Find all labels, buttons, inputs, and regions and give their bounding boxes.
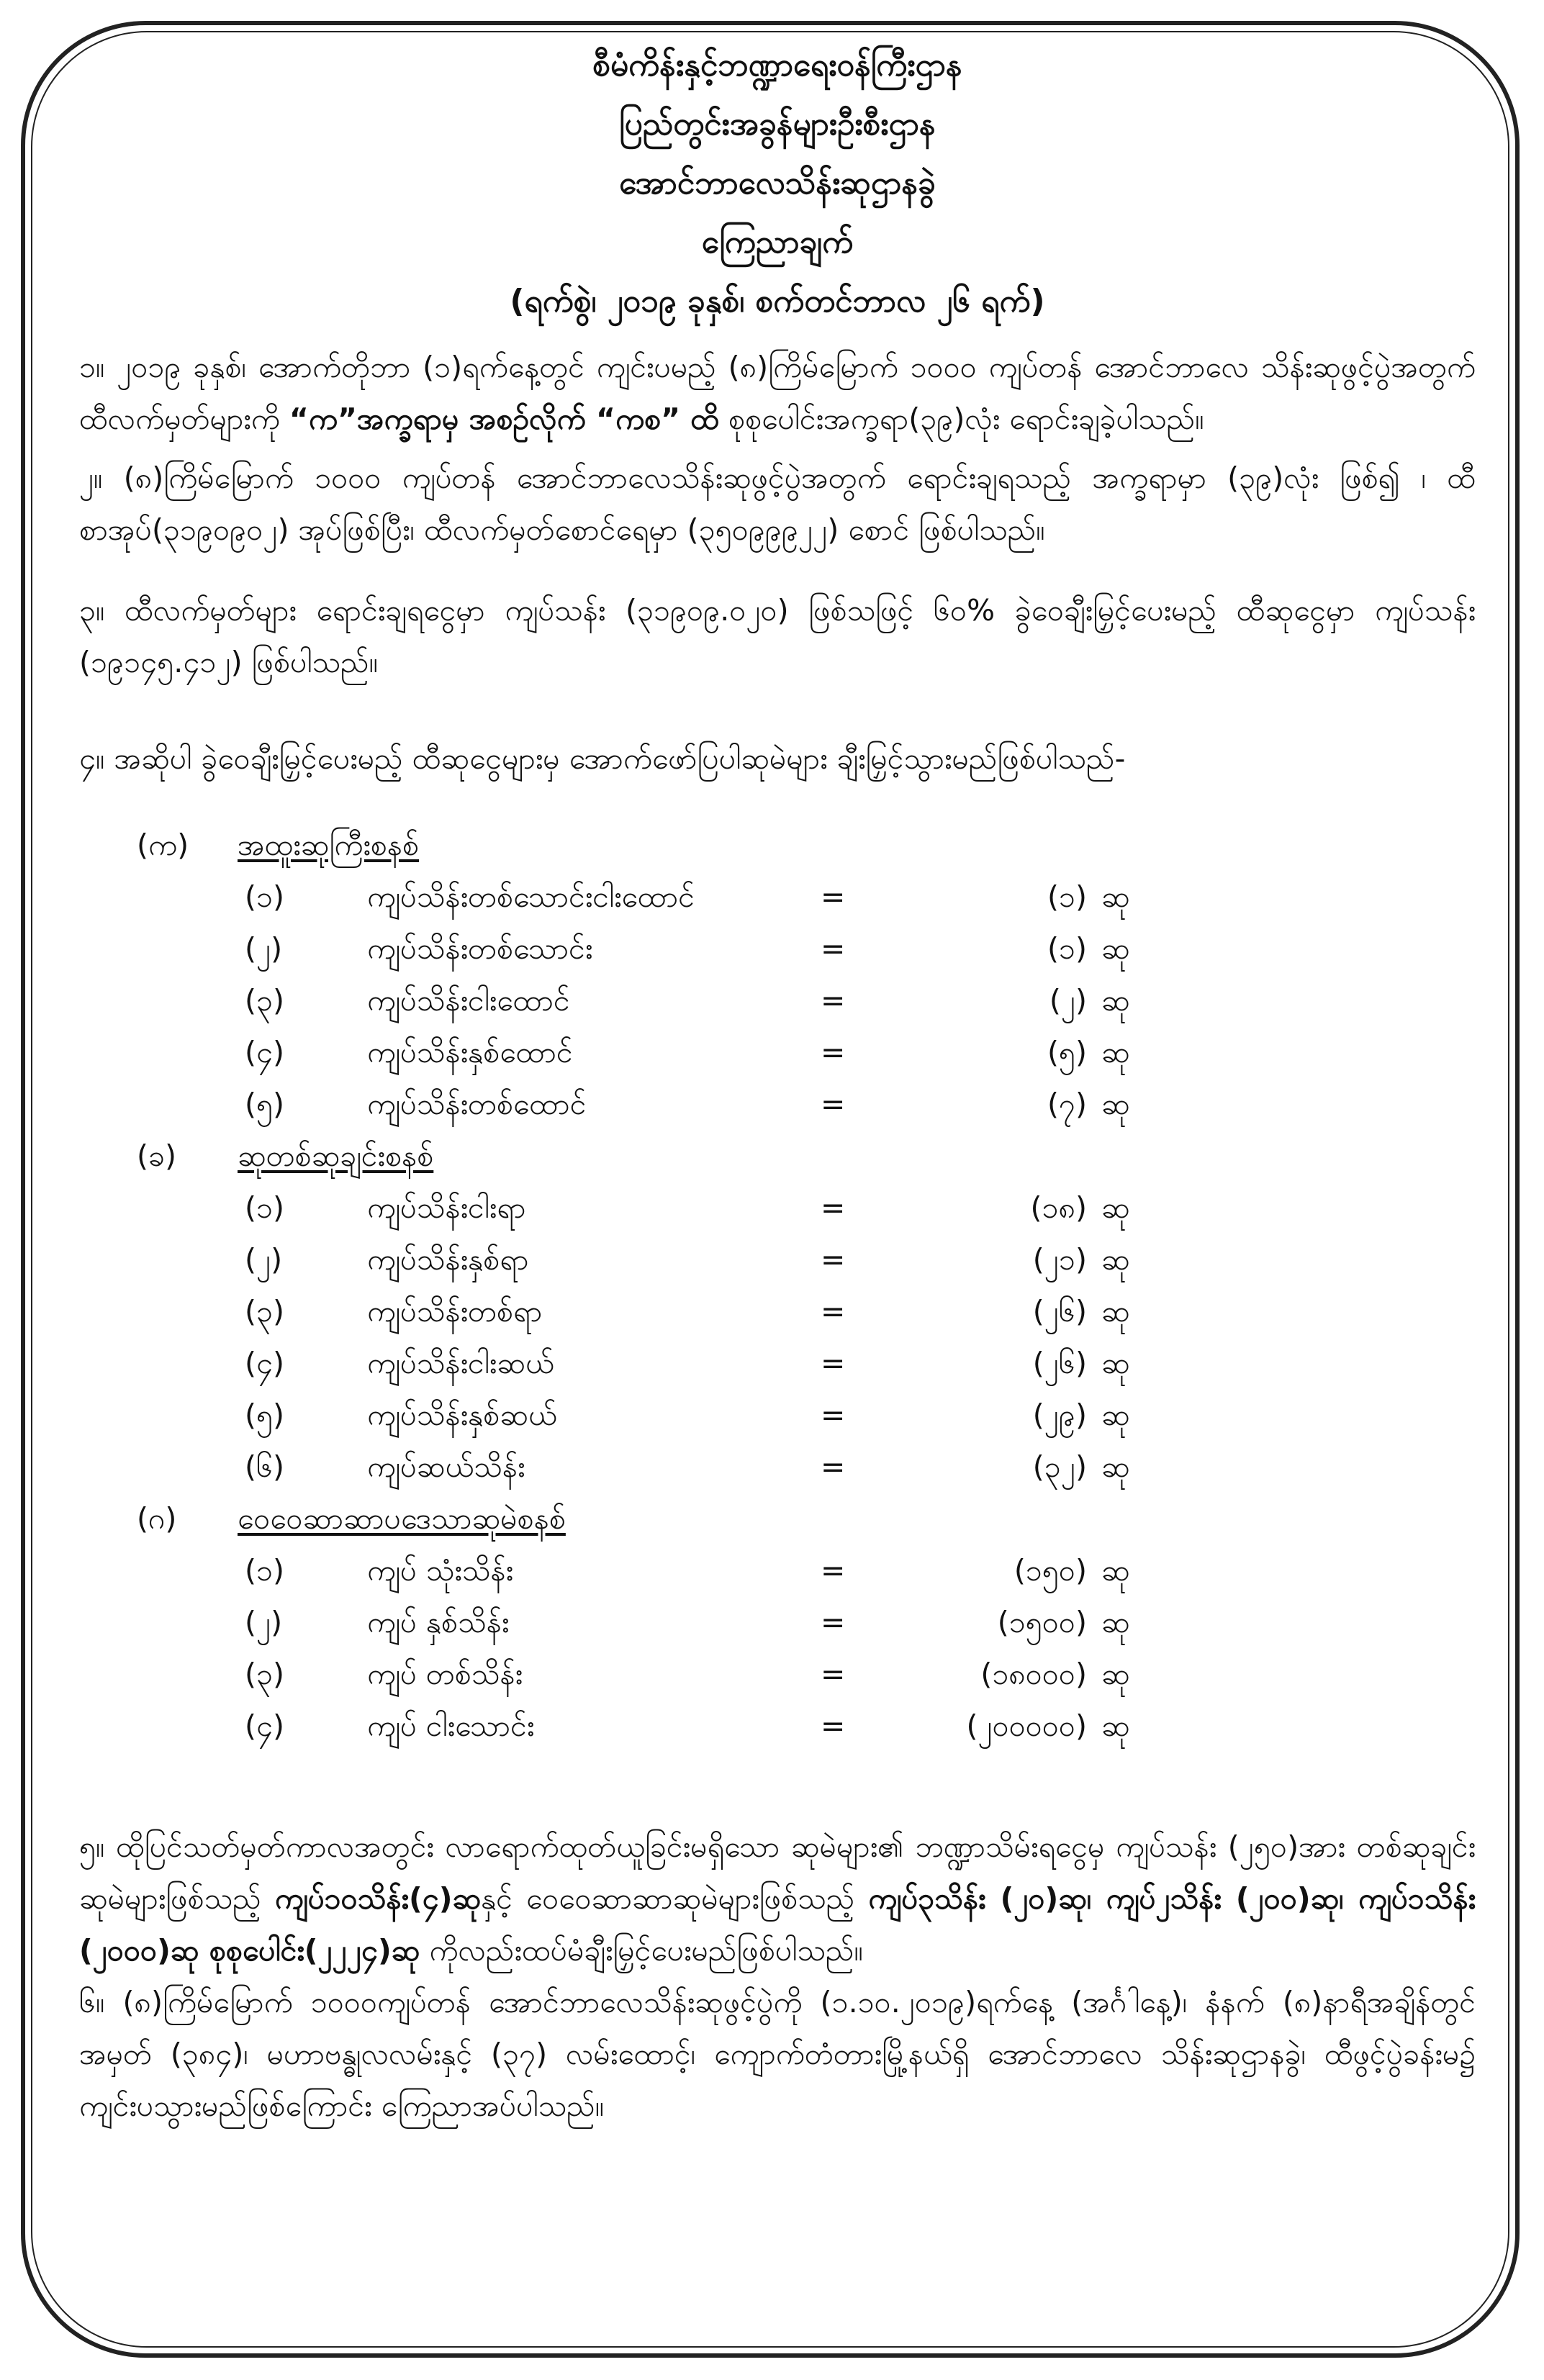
announcement-date: (ရက်စွဲ၊ ၂၀၁၉ ခုနှစ်၊ စက်တင်ဘာလ ၂၆ ရက်) [510,283,1045,320]
prize-section-title: အထူးဆုကြီးစနစ် [238,828,420,862]
paragraph-1: ၁။ ၂၀၁၉ ခုနှစ်၊ အောက်တိုဘာ (၁)ရက်နေ့တွင် ကျင်းပမည့် (၈)ကြိမ်မြောက် ၁၀၀၀ ကျပ်တန် အောင်ဘာလေ သိန်းဆုဖွင့်ပွဲအတွက် ထီလက်မှတ်များကို “က”အက္ခရာမှ အစဉ်လိုက် “ကစ” ထိ စုစုပေါင်းအက္ခရာ(၃၉)လုံး ရောင်းချခဲ့ပါသည်။ [79,350,1476,436]
prize-row: (၆) ကျပ်ဆယ်သိန်း = (၃၂) ဆု [245,1449,1130,1484]
paragraph-6: ၆။ (၈)ကြိမ်မြောက် ၁၀၀၀ကျပ်တန် အောင်ဘာလေသိန်းဆုဖွင့်ပွဲကို (၁.၁၀.၂၀၁၉)ရက်နေ့ (အင်္ဂါနေ့)၊ နံနက် (၈)နာရီအချိန်တွင် အမှတ် (၃၈၄)၊ မဟာဗန္ဓုလလမ်းနှင့် (၃၇) လမ်းထောင့်၊ ကျောက်တံတားမြို့နယ်ရှိ အောင်ဘာလေ သိန်းဆုဌာနခွဲ၊ ထီဖွင့်ပွဲခန်းမ၌ ကျင်းပသွားမည်ဖြစ်ကြောင်း ကြေညာအပ်ပါသည်။ [79,1985,1476,2123]
announcement-content [79,36,1476,2132]
announcement-title: ကြေညာချက် [701,224,854,261]
prize-row: (၁) ကျပ်သိန်းငါးရာ = (၁၈) ဆု [245,1190,1130,1225]
prize-row: (၁) ကျပ် သုံးသိန်း = (၁၅၀) ဆု [245,1553,1130,1588]
prize-section-a: (က) အထူးဆုကြီးစနစ် [79,819,1476,871]
prize-row: (၅) ကျပ်သိန်းနှစ်ဆယ် = (၂၉) ဆု [245,1398,1130,1432]
prize-row: (၂) ကျပ် နှစ်သိန်း = (၁၅၀၀) ဆု [245,1605,1130,1639]
paragraph-2: ၂။ (၈)ကြိမ်မြောက် ၁၀၀၀ ကျပ်တန် အောင်ဘာလေသိန်းဆုဖွင့်ပွဲအတွက် ရောင်းချရသည့် အက္ခရာမှာ (၃၉)လုံး ဖြစ်၍ ၊ ထီစာအုပ်(၃၁၉၀၉၀၂) အုပ်ဖြစ်ပြီး၊ ထီလက်မှတ်စောင်ရေမှာ (၃၅၀၉၉၉၂၂) စောင် ဖြစ်ပါသည်။ [79,461,1476,547]
prize-row: (၃) ကျပ် တစ်သိန်း = (၁၈၀၀၀) ဆု [245,1657,1130,1691]
prize-section-c: (ဂ) ဝေဝေဆာဆာပဒေသာဆုမဲစနစ် [79,1493,1476,1544]
prize-row: (၄) ကျပ် ငါးသောင်း = (၂၀၀၀၀၀) ဆု [245,1709,1130,1743]
prize-row: (၅) ကျပ်သိန်းတစ်ထောင် = (၇) ဆု [245,1087,1130,1121]
prize-section-title: ဝေဝေဆာဆာပဒေသာဆုမဲစနစ် [238,1501,566,1536]
prize-row: (၄) ကျပ်သိန်းငါးဆယ် = (၂၆) ဆု [245,1346,1130,1380]
prize-row: (၃) ကျပ်သိန်းငါးထောင် = (၂) ဆု [245,983,1130,1018]
prize-section-b: (ခ) ဆုတစ်ဆုချင်းစနစ် [79,1130,1476,1182]
prize-list [79,819,1476,1752]
branch-name: အောင်ဘာလေသိန်းဆုဌာနခွဲ [619,165,936,202]
prize-row: (၃) ကျပ်သိန်းတစ်ရာ = (၂၆) ဆု [245,1294,1130,1329]
prize-row: (၄) ကျပ်သိန်းနှစ်ထောင် = (၅) ဆု [245,1035,1130,1069]
paragraph-5: ၅။ ထိုပြင်သတ်မှတ်ကာလအတွင်း လာရောက်ထုတ်ယူခြင်းမရှိသော ဆုမဲများ၏ ဘဏ္ဍာသိမ်းရငွေမှ ကျပ်သန်း (၂၅၀)အား တစ်ဆုချင်းဆုမဲများဖြစ်သည့် ကျပ်၁၀သိန်း(၄)ဆုနှင့် ဝေဝေဆာဆာဆုမဲများဖြစ်သည့် ကျပ်၃သိန်း (၂၀)ဆု၊ ကျပ်၂သိန်း (၂၀၀)ဆု၊ ကျပ်၁သိန်း (၂၀၀၀)ဆု စုစုပေါင်း(၂၂၂၄)ဆု ကိုလည်းထပ်မံချီးမြှင့်ပေးမည်ဖြစ်ပါသည်။ [79,1829,1476,1968]
department-name: ပြည်တွင်းအခွန်များဦးစီးဌာန [619,106,936,142]
ministry-name: စီမံကိန်းနှင့်ဘဏ္ဍာရေးဝန်ကြီးဌာန [592,47,962,83]
paragraph-4: ၄။ အဆိုပါ ခွဲဝေချီးမြှင့်ပေးမည့် ထီဆုငွေများမှ အောက်ဖော်ပြပါဆုမဲများ ချီးမြှင့်သွားမည်ဖြစ်ပါသည်- [79,741,1126,776]
prize-section-title: ဆုတစ်ဆုချင်းစနစ် [238,1139,434,1173]
paragraph-3: ၃။ ထီလက်မှတ်များ ရောင်းချရငွေမှာ ကျပ်သန်း (၃၁၉၀၉.၀၂၀) ဖြစ်သဖြင့် ၆၀% ခွဲဝေချီးမြှင့်ပေးမည့် ထီဆုငွေမှာ ကျပ်သန်း (၁၉၁၄၅.၄၁၂) ဖြစ်ပါသည်။ [79,593,1476,679]
header-block [79,36,1476,331]
prize-row: (၁) ကျပ်သိန်းတစ်သောင်းငါးထောင် = (၁) ဆု [245,879,1130,914]
letters-range: “က”အက္ခရာမှ အစဉ်လိုက် “ကစ” ထိ [289,402,719,436]
prize-row: (၂) ကျပ်သိန်းနှစ်ရာ = (၂၁) ဆု [245,1242,1130,1277]
prize-row: (၂) ကျပ်သိန်းတစ်သောင်း = (၁) ဆု [245,931,1130,966]
